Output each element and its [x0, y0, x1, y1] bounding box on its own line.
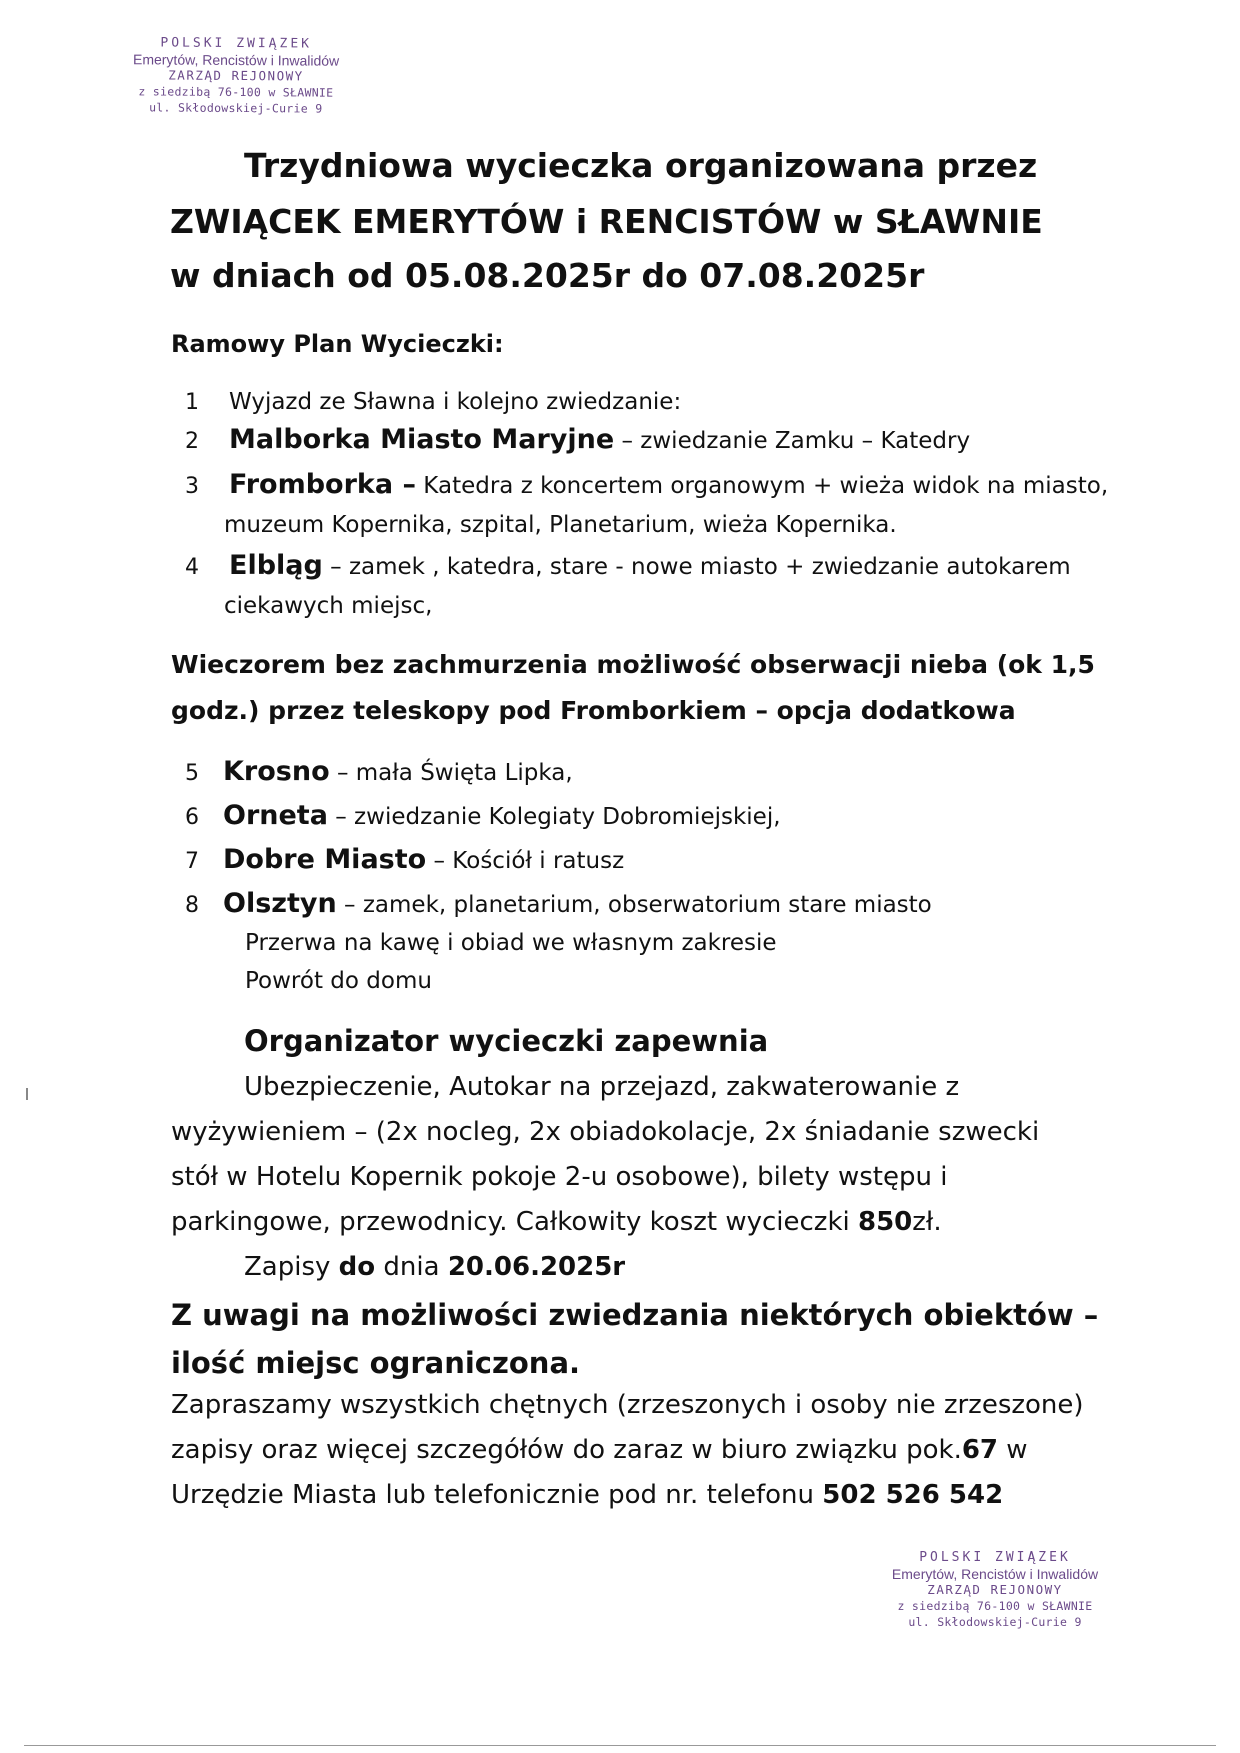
- plan-item-7: [185, 844, 624, 875]
- stamp-line-5: ul. Skłodowskiej-Curie 9: [908, 1615, 1082, 1629]
- item-number: 8: [185, 893, 199, 918]
- plan-item-3-continued: muzeum Kopernika, szpital, Planetarium, wieża Kopernika.: [224, 512, 897, 538]
- provides-line-1: Ubezpieczenie, Autokar na przejazd, zakwaterowanie z: [244, 1072, 960, 1102]
- organization-stamp-bottom: [845, 1550, 1145, 1630]
- signup-text: Zapisy: [244, 1252, 339, 1282]
- title-line-3: w dniach od 05.08.2025r do 07.08.2025r: [170, 256, 925, 295]
- item-description: Wyjazd ze Sławna i kolejno zwiedzanie:: [229, 389, 682, 415]
- notice-line-1: Z uwagi na możliwości zwiedzania niektórych obiektów –: [171, 1298, 1099, 1332]
- stamp-line-1: POLSKI ZWIĄZEK: [160, 35, 313, 52]
- plan-item-6: [185, 800, 781, 831]
- item-description: – zamek , katedra, stare - nowe miasto + zwiedzanie autokarem: [322, 554, 1071, 580]
- cost-text: parkingowe, przewodnicy. Całkowity koszt wycieczki: [171, 1207, 858, 1237]
- provides-line-4: [171, 1207, 942, 1237]
- item-description: – Kościół i ratusz: [426, 848, 625, 874]
- plan-item-3: [185, 469, 1108, 500]
- organization-stamp-top: [86, 35, 387, 117]
- item-number: 6: [185, 805, 199, 830]
- stamp-line-3: ZARZĄD REJONOWY: [927, 1582, 1063, 1597]
- item-description: – zamek, planetarium, obserwatorium stare miasto: [336, 892, 932, 918]
- notice-line-2: ilość miejsc ograniczona.: [171, 1346, 581, 1380]
- evening-note-line-1: Wieczorem bez zachmurzenia możliwość obserwacji nieba (ok 1,5: [171, 650, 1095, 679]
- scan-edge-line: [24, 1745, 1216, 1746]
- phone-number: 502 526 542: [822, 1480, 1004, 1510]
- plan-heading: Ramowy Plan Wycieczki:: [171, 330, 504, 358]
- item-number: 1: [185, 390, 199, 415]
- stamp-line-2: Emerytów, Rencistów i Inwalidów: [132, 51, 340, 69]
- item-description: – mała Święta Lipka,: [329, 760, 573, 786]
- invite-line-2: [171, 1435, 1028, 1465]
- item-number: 4: [185, 555, 199, 580]
- item-number: 7: [185, 849, 199, 874]
- signup-do: do: [338, 1252, 376, 1282]
- item-description: Katedra z koncertem organowym + wieża widok na miasto,: [415, 473, 1109, 499]
- item-number: 3: [185, 474, 199, 499]
- plan-item-4: [185, 550, 1071, 581]
- provides-line-3: stół w Hotelu Kopernik pokoje 2-u osobowe), bilety wstępu i: [171, 1162, 948, 1192]
- item-name: Fromborka –: [229, 469, 416, 500]
- evening-note-line-2: godz.) przez teleskopy pod Fromborkiem – opcja dodatkowa: [171, 696, 1016, 725]
- plan-item-5: [185, 756, 573, 787]
- extra-line-1: Przerwa na kawę i obiad we własnym zakresie: [245, 930, 777, 956]
- item-description: – zwiedzanie Zamku – Katedry: [614, 428, 971, 454]
- room-number: 67: [961, 1435, 999, 1465]
- title-line-1: Trzydniowa wycieczka organizowana przez: [244, 146, 1038, 185]
- stamp-line-3: ZARZĄD REJONOWY: [168, 67, 304, 84]
- extra-line-2: Powrót do domu: [245, 968, 432, 994]
- item-name: Malborka Miasto Maryjne: [229, 424, 615, 455]
- signup-deadline: [244, 1252, 625, 1282]
- invite-line-1: Zapraszamy wszystkich chętnych (zrzeszonych i osoby nie zrzeszone): [171, 1390, 1084, 1420]
- invite-text: zapisy oraz więcej szczegółów do zaraz w biuro związku pok.: [171, 1435, 962, 1465]
- item-name: Dobre Miasto: [223, 844, 427, 875]
- organizer-heading: Organizator wycieczki zapewnia: [244, 1024, 769, 1058]
- plan-item-4-continued: ciekawych miejsc,: [224, 593, 433, 619]
- item-number: 2: [185, 429, 199, 454]
- item-name: Olsztyn: [223, 888, 337, 919]
- signup-date: 20.06.2025r: [447, 1252, 626, 1282]
- stamp-line-2: Emerytów, Rencistów i Inwalidów: [891, 1566, 1099, 1582]
- stamp-line-4: z siedzibą 76-100 w SŁAWNIE: [138, 84, 334, 100]
- cost-amount: 850: [858, 1207, 913, 1237]
- item-name: Elbląg: [229, 550, 323, 581]
- scan-speck: [26, 1088, 28, 1100]
- stamp-line-4: z siedzibą 76-100 w SŁAWNIE: [897, 1599, 1093, 1613]
- plan-item-8: [185, 888, 932, 919]
- invite-text-2: w: [998, 1435, 1028, 1465]
- plan-item-1: [185, 389, 681, 415]
- item-description: – zwiedzanie Kolegiaty Dobromiejskiej,: [327, 804, 781, 830]
- signup-text-2: dnia: [375, 1252, 448, 1282]
- title-line-2: ZWIĄCEK EMERYTÓW i RENCISTÓW w SŁAWNIE: [170, 202, 1043, 241]
- provides-line-2: wyżywieniem – (2x nocleg, 2x obiadokolacje, 2x śniadanie szwecki: [171, 1117, 1040, 1147]
- plan-item-2: [185, 424, 970, 455]
- stamp-line-1: POLSKI ZWIĄZEK: [919, 1550, 1071, 1565]
- item-number: 5: [185, 761, 199, 786]
- invite-text-3: Urzędzie Miasta lub telefonicznie pod nr. telefonu: [171, 1480, 823, 1510]
- cost-currency: zł.: [912, 1207, 942, 1237]
- stamp-line-5: ul. Skłodowskiej-Curie 9: [149, 100, 323, 116]
- item-name: Krosno: [223, 756, 330, 787]
- item-name: Orneta: [223, 800, 328, 831]
- invite-line-3: [171, 1480, 1003, 1510]
